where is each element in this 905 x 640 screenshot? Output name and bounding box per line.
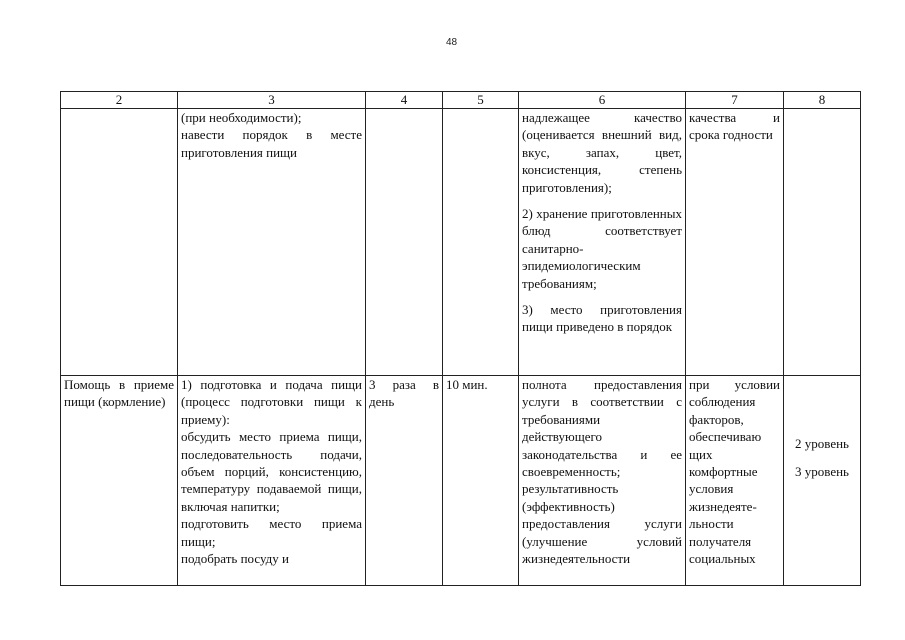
column-header-2: 2 bbox=[61, 92, 178, 109]
duration-cell bbox=[443, 109, 519, 376]
column-header-5: 5 bbox=[443, 92, 519, 109]
quality-indicators-cell bbox=[519, 109, 686, 376]
content-text: подобрать посуду и bbox=[181, 551, 289, 567]
table-row bbox=[61, 109, 861, 376]
content-text: подготовить место приема пищи; bbox=[181, 516, 362, 549]
periodicity-cell bbox=[366, 109, 443, 376]
quality-text: надлежащее качество (оценивается внешний вид, вкус, запах, цвет, консистенция, степень приготовления); bbox=[522, 110, 682, 195]
level-cell bbox=[784, 109, 861, 376]
level-text: 3 уровень bbox=[795, 464, 849, 479]
content-text: (при необходимости); bbox=[181, 110, 302, 125]
table-row bbox=[61, 376, 861, 586]
periodicity-cell: 3 раза в день bbox=[366, 376, 443, 586]
column-header-3: 3 bbox=[178, 92, 366, 109]
conditions-cell: при условии соблюдения факторов, обеспечиваю щих комфортные условия жизнедеяте-льности получателя социальных bbox=[686, 376, 784, 586]
service-content-cell bbox=[178, 376, 366, 586]
quality-text: 3) место приготовления пищи приведено в порядок bbox=[522, 302, 682, 335]
quality-text: 2) хранение приготовленных блюд соответствует санитарно-эпидемиологическим требованиям; bbox=[522, 206, 682, 291]
content-text: навести порядок в месте приготовления пищи bbox=[181, 127, 362, 160]
page-number: 48 bbox=[446, 37, 458, 48]
service-name-cell bbox=[61, 109, 178, 376]
content-text: обсудить место приема пищи, последовательность подачи, объем порций, консистенцию, температуру подаваемой пищи, включая напитки; bbox=[181, 429, 362, 514]
header-row bbox=[61, 92, 861, 109]
service-name-cell: Помощь в приеме пищи (кормление) bbox=[61, 376, 178, 586]
conditions-cell: качества и срока годности bbox=[686, 109, 784, 376]
quality-indicators-cell: полнота предоставления услуги в соответствии с требованиями действующего законодательства и ее своевременность; результативность (эффективность) предоставления услуги (улучшение условий жизнедеятельности bbox=[519, 376, 686, 586]
level-cell bbox=[784, 376, 861, 586]
services-table bbox=[60, 91, 861, 586]
column-header-8: 8 bbox=[784, 92, 861, 109]
level-text: 2 уровень bbox=[795, 436, 849, 451]
content-text: 1) подготовка и подача пищи (процесс подготовки пищи к приему): bbox=[181, 377, 362, 427]
column-header-6: 6 bbox=[519, 92, 686, 109]
column-header-7: 7 bbox=[686, 92, 784, 109]
column-header-4: 4 bbox=[366, 92, 443, 109]
service-content-cell bbox=[178, 109, 366, 376]
duration-cell: 10 мин. bbox=[443, 376, 519, 586]
